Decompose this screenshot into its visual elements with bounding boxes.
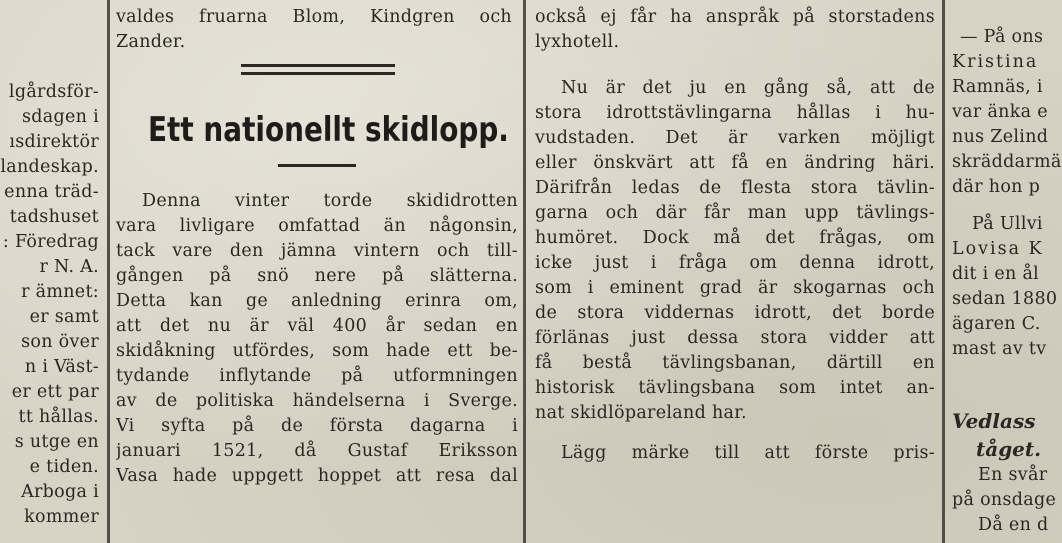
col1-line: landeskap. [0, 157, 99, 177]
article-body-line: Vi syfta på de första dagarna i [116, 416, 518, 436]
col1-line: r ämnet: [21, 282, 99, 302]
article-headline: Ett nationellt skidlopp. [148, 110, 509, 150]
col4-line: Då en d [978, 515, 1049, 535]
article-body [116, 189, 518, 489]
col1-line: er ett par [11, 382, 99, 402]
col3-body-line: som i eminent grad är skogarnas och [535, 278, 935, 298]
col2-top-line: valdes fruarna Blom, Kindgren och [116, 7, 512, 27]
col1-line: ısdirektör [9, 132, 99, 152]
article-body-line: av de politiska händelserna i Sverge. [116, 391, 518, 411]
headline-underline [278, 164, 356, 167]
col3-body-line: få bestå tävlingsbanan, därtill en [535, 353, 935, 373]
col4-subhead: tåget. [976, 437, 1042, 461]
col1-line: tt hållas. [18, 407, 99, 427]
col1-line: tadshuset [9, 207, 99, 227]
col2-top-line: Zander. [116, 32, 186, 52]
continued-article-column [535, 5, 935, 466]
col3-body-line: historisk tävlingsbana som intet an- [535, 378, 935, 398]
article-body-line: skidåkning utfördes, som hade ett be- [116, 341, 518, 361]
col1-line: kommer [24, 507, 99, 527]
col1-line: er samt [29, 307, 99, 327]
article-body-line: Denna vinter torde skididrotten [142, 191, 518, 211]
double-rule-top [241, 64, 395, 67]
col4-line: var änka e [952, 102, 1048, 122]
col4-line: Ramnäs, i [952, 77, 1043, 97]
col4-line: dit i en ål [952, 264, 1040, 284]
double-rule-bottom [241, 72, 395, 75]
col1-line: lgårdsför- [8, 82, 99, 102]
col3-top-line: lyxhotell. [535, 32, 620, 52]
col3-top-line: också ej får ha anspråk på storstadens [535, 7, 935, 27]
col1-line: : Föredrag [2, 232, 99, 252]
col3-body-line: Nu är det ju en gång så, att de [561, 78, 935, 98]
article-body-line: tydande inflytande på utformningen [116, 366, 518, 386]
article-body-line: Vasa hade uppgett hoppet att resa dal [116, 466, 518, 486]
col4-line: På Ullvi [972, 214, 1043, 234]
article-body-line: gången på snö nere på slätterna. [116, 266, 518, 286]
col4-line: ägaren C. [952, 314, 1041, 334]
col4-line: sedan 1880 [952, 289, 1058, 309]
article-body-line: att det nu är väl 400 år sedan en [116, 316, 518, 336]
col4-line: En svår [978, 465, 1048, 485]
col3-body-line: garna och där får man upp tävlings- [535, 203, 935, 223]
col1-line: enna träd- [4, 182, 99, 202]
col4-line: nus Zelind [952, 127, 1049, 147]
article-body-line: tack vare den jämna vintern och till- [116, 241, 518, 261]
col1-line: Arboga i [21, 482, 99, 502]
col3-body-line: de stora viddernas idrott, det borde [535, 303, 935, 323]
col4-line: mast av tv [952, 339, 1047, 359]
col4-line: Kristina [952, 52, 1039, 72]
col3-body-line: förlänas just dessa stora vidder att [535, 328, 935, 348]
col1-line: n i Väst- [24, 357, 99, 377]
article-body-line: vara livligare omfattad än någonsin, [116, 216, 518, 236]
col3-body-line: humöret. Dock må det frågas, om [535, 228, 935, 248]
article-body-line: januari 1521, då Gustaf Eriksson [116, 441, 518, 461]
column-rule-2 [523, 0, 526, 543]
col3-body-line: Därifrån ledas de flesta stora tävlin- [535, 178, 935, 198]
right-column-fragment [952, 25, 1062, 538]
col1-line: r N. A. [39, 257, 99, 277]
col1-line: sdagen i [21, 107, 99, 127]
col3-body-line: eller önskvärt att få en ändring häri. [535, 153, 935, 173]
article-body-line: Detta kan ge anledning erinra om, [116, 291, 518, 311]
col3-body-line: vudstaden. Det är varken möjligt [535, 128, 935, 148]
column-rule-1 [107, 0, 110, 543]
left-column-fragment [0, 80, 99, 530]
col4-line: på onsdage [952, 490, 1057, 510]
col4-line: skräddarmä [952, 152, 1062, 172]
col1-line: e tiden. [29, 457, 99, 477]
col3-body-line: icke just i fråga om denna idrott, [535, 253, 935, 273]
col4-subhead: Vedlass [952, 409, 1036, 433]
col1-line: son över [21, 332, 99, 352]
col4-line: Lovisa K [952, 239, 1044, 259]
col4-line: där hon p [952, 177, 1041, 197]
article-column-top [116, 5, 512, 55]
col4-line: — På ons [960, 27, 1044, 47]
column-rule-3 [942, 0, 945, 543]
col3-body-line: stora idrottstävlingarna hållas i hu- [535, 103, 935, 123]
col3-bottom-line: Lägg märke till att förste pris- [561, 443, 935, 463]
col1-line: s utge en [14, 432, 99, 452]
col3-body-line: nat skidlöpareland har. [535, 403, 747, 423]
